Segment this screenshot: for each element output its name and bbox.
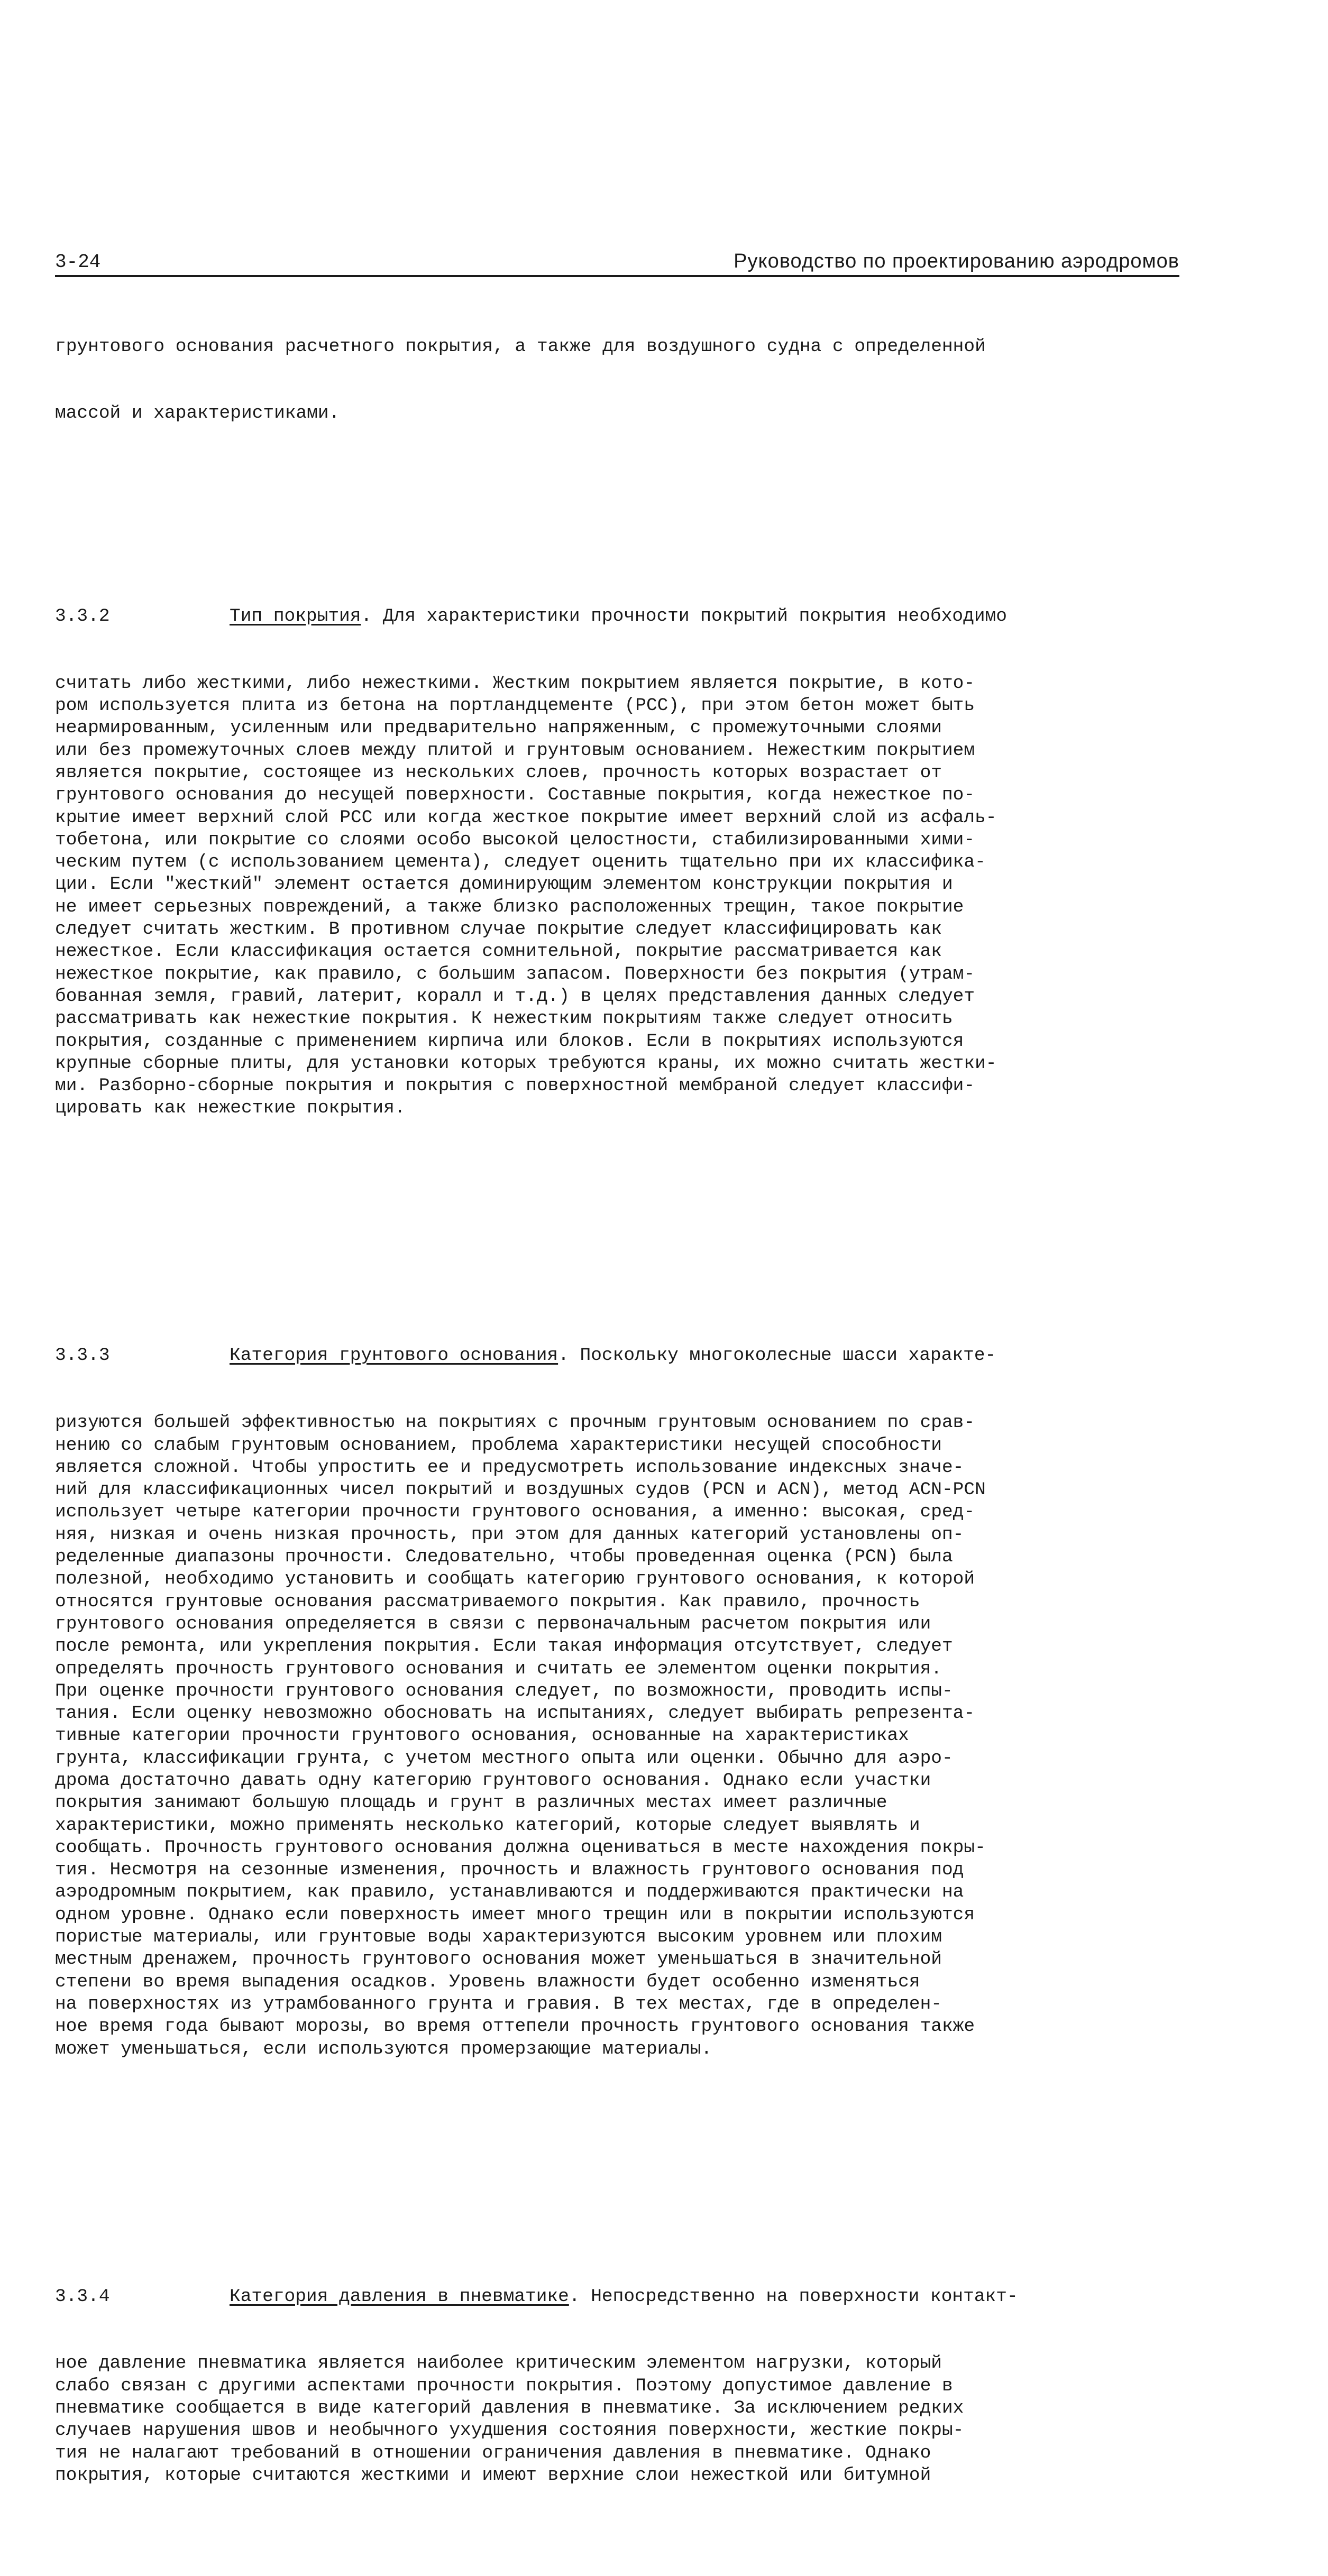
section-number: 3.3.3 — [55, 1345, 110, 1366]
text-line: ное время года бывают морозы, во время оттепели прочность грунтового основания также — [55, 2016, 975, 2037]
section-number: 3.3.2 — [55, 605, 110, 627]
section-3-3-4 — [55, 2241, 1182, 2532]
text-line: грунтового основания расчетного покрытия, а также для воздушного судна с определенной — [55, 336, 986, 357]
text-line: массой и характеристиками. — [55, 403, 340, 424]
text-line: грунта, классификации грунта, с учетом местного опыта или оценки. Обычно для аэро- — [55, 1747, 953, 1769]
text-line: грунтового основания до несущей поверхности. Составные покрытия, когда нежесткое по- — [55, 785, 975, 806]
text-line: покрытия, созданные с применением кирпича или блоков. Если в покрытиях используются — [55, 1031, 964, 1052]
text-line: рассматривать как нежесткие покрытия. К нежестким покрытиям также следует относить — [55, 1008, 953, 1029]
section-title: Категория давления в пневматике — [230, 2286, 569, 2307]
section-title: Категория грунтового основания — [230, 1345, 558, 1366]
text-line: тия. Несмотря на сезонные изменения, прочность и влажность грунтового основания под — [55, 1860, 964, 1881]
text-line: степени во время выпадения осадков. Уровень влажности будет особенно изменяться — [55, 1971, 920, 1992]
text-line: сообщать. Прочность грунтового основания должна оцениваться в месте нахождения покры- — [55, 1837, 986, 1858]
section-title: Тип покрытия — [230, 605, 361, 627]
text-line: При оценке прочности грунтового основания следует, по возможности, проводить испы- — [55, 1680, 953, 1701]
section-lines — [55, 673, 1182, 1120]
text-line: ределенные диапазоны прочности. Следовательно, чтобы проведенная оценка (PCN) была — [55, 1547, 953, 1568]
text-line: нежесткое покрытие, как правило, с большим запасом. Поверхности без покрытия (утрам- — [55, 963, 975, 985]
text-line: ром используется плита из бетона на портландцементе (PCC), при этом бетон может быть — [55, 695, 975, 716]
text-line: на поверхностях из утрамбованного грунта и гравия. В тех местах, где в определен- — [55, 1993, 942, 2014]
running-title: Руководство по проектированию аэродромов — [734, 250, 1179, 272]
text-line: ческим путем (с использованием цемента), следует оценить тщательно при их классифика- — [55, 852, 986, 873]
text-line: цировать как нежесткие покрытия. — [55, 1098, 406, 1119]
text-line: нению со слабым грунтовым основанием, проблема характеристики несущей способности — [55, 1434, 942, 1456]
text-line: характеристики, можно применять несколько категорий, которые следует выявлять и — [55, 1815, 920, 1836]
text-line: тобетона, или покрытие со слоями особо высокой целостности, стабилизированными хими- — [55, 829, 975, 850]
section-lines — [55, 2352, 1182, 2487]
text-line: является покрытие, состоящее из нескольких слоев, прочность которых возрастает от — [55, 762, 942, 783]
text-line: аэродромным покрытием, как правило, устанавливаются и поддерживаются практически на — [55, 1882, 964, 1903]
text-line: ми. Разборно-сборные покрытия и покрытия с поверхностной мембраной следует классифи- — [55, 1075, 975, 1097]
text-line: крупные сборные плиты, для установки которых требуются краны, их можно считать жестки- — [55, 1053, 997, 1074]
text-line: использует четыре категории прочности грунтового основания, а именно: высокая, сред- — [55, 1502, 975, 1523]
text-line: ции. Если "жесткий" элемент остается доминирующим элементом конструкции покрытия и — [55, 874, 953, 895]
text-line: тивные категории прочности грунтового основания, основанные на характеристиках — [55, 1725, 909, 1746]
text-line-rest: . Для характеристики прочности покрытий покрытия необходимо — [361, 605, 1007, 627]
text-line: определять прочность грунтового основания и считать ее элементом оценки покрытия. — [55, 1658, 942, 1679]
text-line: после ремонта, или укрепления покрытия. Если такая информация отсутствует, следует — [55, 1636, 953, 1657]
section-lines — [55, 1412, 1182, 2060]
text-line: ризуются большей эффективностью на покрытиях с прочным грунтовым основанием по срав- — [55, 1412, 975, 1433]
text-line: случаев нарушения швов и необычного ухудшения состояния поверхности, жесткие покры- — [55, 2420, 964, 2441]
text-line: няя, низкая и очень низкая прочность, при этом для данных категорий установлены оп- — [55, 1524, 964, 1545]
section-3-3-2 — [55, 560, 1182, 1164]
section-heading-line — [55, 605, 1182, 628]
text-line: неармированным, усиленным или предварительно напряженным, с промежуточными слоями — [55, 717, 942, 739]
text-line: бованная земля, гравий, латерит, коралл и т.д.) в целях представления данных следует — [55, 986, 975, 1007]
text-line: покрытия занимают большую площадь и грунт в различных местах имеет различные — [55, 1792, 887, 1814]
text-line-rest: . Поскольку многоколесные шасси характе- — [558, 1345, 996, 1366]
text-line: может уменьшаться, если используются промерзающие материалы. — [55, 2038, 712, 2059]
text-line: крытие имеет верхний слой PCC или когда жесткое покрытие имеет верхний слой из асфаль- — [55, 807, 997, 828]
text-line: полезной, необходимо установить и сообщать категорию грунтового основания, к которой — [55, 1569, 975, 1590]
text-line: ное давление пневматика является наиболее критическим элементом нагрузки, который — [55, 2353, 942, 2374]
body-text — [55, 291, 1182, 2576]
section-3-3-3 — [55, 1300, 1182, 2105]
text-line: слабо связан с другими аспектами прочности покрытия. Поэтому допустимое давление в — [55, 2375, 953, 2396]
text-line: местным дренажем, прочность грунтового основания может уменьшаться в значительной — [55, 1949, 942, 1970]
text-line: следует считать жестким. В противном случае покрытие следует классифицировать как — [55, 919, 942, 940]
page-header — [55, 249, 1179, 277]
text-line: дрома достаточно давать одну категорию грунтового основания. Однако если участки — [55, 1770, 931, 1791]
section-number: 3.3.4 — [55, 2286, 110, 2307]
section-heading-line — [55, 1345, 1182, 1367]
text-line: является сложной. Чтобы упростить ее и предусмотреть использование индексных значе- — [55, 1457, 964, 1478]
text-line: пневматике сообщается в виде категорий давления в пневматике. За исключением редких — [55, 2398, 964, 2419]
text-line: не имеет серьезных повреждений, а также близко расположенных трещин, такое покрытие — [55, 896, 964, 917]
text-line: относятся грунтовые основания рассматриваемого покрытия. Как правило, прочность — [55, 1591, 920, 1612]
text-line: нежесткое. Если классификация остается сомнительной, покрытие рассматривается как — [55, 941, 942, 962]
text-line: тия не налагают требований в отношении ограничения давления в пневматике. Однако — [55, 2442, 931, 2463]
text-line: или без промежуточных слоев между плитой и грунтовым основанием. Нежестким покрытием — [55, 740, 975, 761]
text-line: пористые материалы, или грунтовые воды характеризуются высоким уровнем или плохим — [55, 1927, 942, 1948]
section-heading-line — [55, 2286, 1182, 2308]
text-line: покрытия, которые считаются жесткими и имеют верхние слои нежесткой или битумной — [55, 2464, 931, 2486]
text-line-rest: . Непосредственно на поверхности контакт- — [569, 2286, 1018, 2307]
text-line: одном уровне. Однако если поверхность имеет много трещин или в покрытии используются — [55, 1904, 975, 1925]
text-line: ний для классификационных чисел покрытий и воздушных судов (PCN и ACN), метод ACN-PCN — [55, 1479, 986, 1501]
text-line: тания. Если оценку невозможно обосновать на испытаниях, следует выбирать репрезента- — [55, 1703, 975, 1724]
text-line: грунтового основания определяется в связи с первоначальным расчетом покрытия или — [55, 1613, 931, 1634]
page-number: 3-24 — [55, 251, 101, 273]
text-line: считать либо жесткими, либо нежесткими. Жестким покрытием является покрытие, в кото- — [55, 673, 975, 694]
